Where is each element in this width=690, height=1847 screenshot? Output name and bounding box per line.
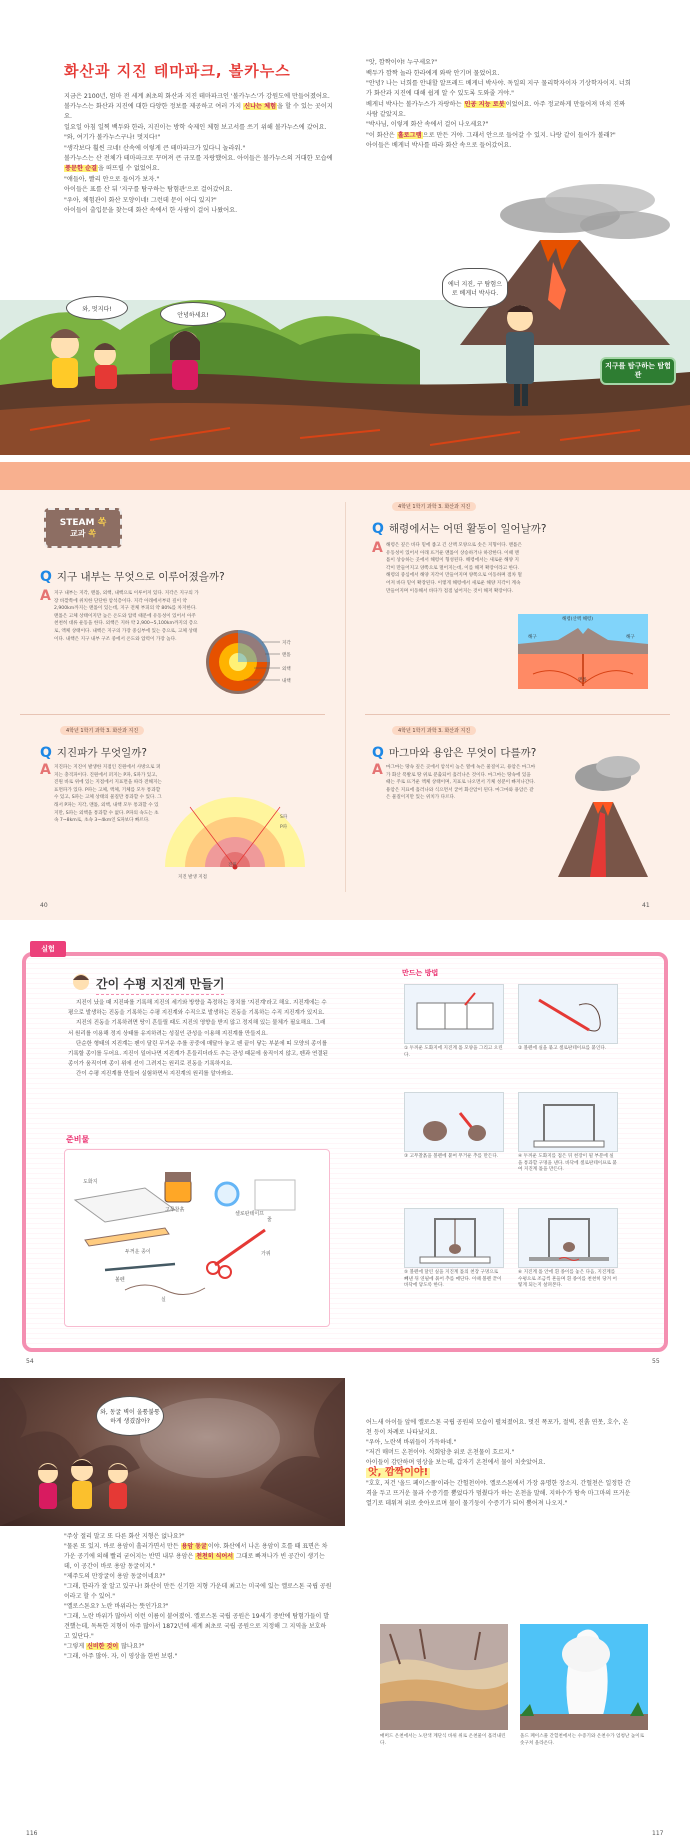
diagram-label: 해구 <box>626 635 635 640</box>
step-caption: ③ 고무찰흙을 볼펜에 붙여 무거운 추를 만든다. <box>404 1154 499 1159</box>
badge-text: 교과 <box>70 529 86 538</box>
answer-text: 마그마는 땅속 깊은 곳에서 암석이 높은 열에 녹은 물질이고, 용암은 마그마가 화산 폭발로 땅 위로 분출되어 흘러나온 것이다. 마그마는 땅속에 있을 때는 주로 뜨거운 액체 상태이며, 지표로 나오면서 기체 성분이 빠져나간다. 용암은 지표에 흘러나와 식으면서 굳어 화산암이 된다. 마그마와 용암은 같은 물질이지만 있는 위치가 다르다. <box>386 765 536 801</box>
story-right-column <box>366 1418 632 1509</box>
q-mark: Q <box>372 520 384 537</box>
story-text: "그래, 아주 많아. 자, 이 영상을 한번 보렴." <box>64 1653 178 1660</box>
story-text: "와, 여기가 볼카누스구나! 멋지다!" <box>64 134 161 141</box>
story-text: "호호, 저건 '올드 페이스풀'이라는 간헐천이야. 옐로스톤에서 가장 유명한 장소지. 간헐천은 일정한 간격을 두고 뜨거운 물과 수증기를 뿜었다가 멈췄다가 하는 온천을 말해. 지하수가 땅속 마그마의 뜨거운 열기로 데워져 위로 솟아오르며 물이 물기둥이 수증기가 되어 뿜어져 나오지." <box>366 1480 631 1507</box>
answer-4 <box>372 764 537 884</box>
story-text: "안녕? 나는 너희를 안내할 알프레드 베게너 박사야. 독일의 지구 물리학자이자 기상학자이지. 너희가 화산과 지진에 대해 쉽게 알 수 있도록 도와줄 거야." <box>366 80 631 97</box>
material-label: 볼펜 <box>115 1277 125 1283</box>
column-divider <box>345 502 346 892</box>
step-illustration <box>519 985 619 1045</box>
answer-2 <box>40 764 165 894</box>
step-caption: ⑥ 지진계 틀 안에 흰 종이를 놓은 다음, 지진계를 수평으로 조금씩 흔들며 흰 종이를 천천히 당겨 어떻게 되는지 살펴본다. <box>518 1270 617 1289</box>
story-text: "물론 또 있지. 바로 용암이 흘러가면서 만든 <box>64 1543 179 1550</box>
materials-box <box>64 1149 330 1327</box>
page-number: 41 <box>642 902 650 909</box>
old-faithful-geyser-photo <box>520 1624 648 1730</box>
story-text: 그대로 빠져나가 빈 공간이 생기는데, 이 공간이 바로 용암 동굴이지." <box>64 1553 325 1570</box>
photo-caption: 매머드 온천에서는 노란색 계단식 바위 위로 온천물이 흘러내린다. <box>380 1734 506 1746</box>
story-text: 아이들이 감탄하며 영상을 보는데, 갑자기 온천에서 물이 치솟았어요. <box>366 1459 546 1466</box>
material-label: 두꺼운 종이 <box>125 1249 151 1255</box>
curriculum-tag: 4학년 1학기 과학 3. 화산과 지진 <box>392 726 476 735</box>
diagram-label: 진원 <box>228 863 237 868</box>
story-text: 어느새 아이들 앞에 옐로스톤 국립 공원의 모습이 펼쳐졌어요. 멋진 폭포가, 절벽, 진흙 연못, 호수, 온천 등이 차례로 나타났지요. <box>366 1419 629 1436</box>
highlight-phrase: 용암 동굴 <box>181 1543 207 1550</box>
step-6 <box>518 1208 618 1290</box>
step-4 <box>518 1092 618 1174</box>
diagram-label: P파 <box>280 825 288 830</box>
question-title: 지구 내부는 무엇으로 이루어졌을까? <box>56 571 225 583</box>
story-text: 을 할 수 있는 곳이지요. <box>64 103 333 120</box>
question-1 <box>40 566 225 585</box>
story-text: 베게너 박사는 볼카누스가 자랑하는 <box>366 100 462 108</box>
body-paragraph: 지진의 진동을 기록하려면 땅이 흔들릴 때도 지진의 영향을 받지 않고 정지해 있는 물체가 필요해요. 그래서 원리를 이용해 정지 상태를 유지하려는 성질인 관성을 이용해 지진계를 만들지요. <box>68 1020 326 1037</box>
q-mark: Q <box>40 744 52 761</box>
a-mark: A <box>372 762 383 778</box>
story-text: "이 화산은 <box>366 131 395 139</box>
body-paragraph: 간이 수평 지진계를 만들어 실험하면서 지진계의 원리를 알아봐요. <box>76 1071 234 1078</box>
step-illustration <box>519 1209 619 1269</box>
story-left-column <box>64 1532 332 1662</box>
step-illustration <box>405 1093 505 1153</box>
story-text: "우아, 체험관이 화산 모양이네! 그런데 문이 어디 있지?" <box>64 196 217 204</box>
steam-badge <box>44 508 122 548</box>
question-4 <box>372 742 536 761</box>
diagram-label: 맨틀 <box>282 653 291 658</box>
step-caption: ④ 두꺼운 도화지를 접은 뒤 천장이 될 부분에 실을 통과할 구멍을 낸다. 바닥에 셀로판테이프로 붙여 지진계 틀을 만든다. <box>518 1154 617 1173</box>
step-1 <box>404 984 504 1059</box>
spread-steam-qa <box>0 462 690 920</box>
theme-park-illustration <box>0 0 690 455</box>
page-number: 116 <box>26 1830 38 1837</box>
page-number: 55 <box>652 1358 660 1365</box>
page-number: 40 <box>40 902 48 909</box>
material-label: 줄 <box>267 1217 272 1223</box>
story-text: "저건 매머드 온천이야. 석회암층 위로 온천물이 흐르지." <box>366 1449 515 1456</box>
mammoth-hot-springs-photo <box>380 1624 508 1730</box>
speech-bubble-cave: 와, 동굴 벽이 울퉁불퉁하게 생겼잖아? <box>96 1396 164 1436</box>
story-text: "생각보다 훨씬 크네! 산속에 이렇게 큰 테마파크가 있다니 놀라워." <box>64 144 246 152</box>
volcano-eruption-illustration <box>548 752 658 882</box>
story-text: "그래, 노란 바위가 많아서 이런 이름이 붙여졌어. 옐로스톤 국립 공원은 19세기 중반에 탐험가들이 발견했는데, 독특한 지형이 아주 많아서 1872년에 세계 최초로 국립 공원으로 지정해 그 지역을 보호하고 있단다." <box>64 1613 330 1640</box>
story-text: 아이들은 표를 산 뒤 '지구를 탐구하는 탐험관'으로 걸어갔어요. <box>64 186 233 193</box>
badge-accent: 쏙 <box>88 529 96 538</box>
story-text: "옐로스톤요? 노란 바위라는 뜻인가요?" <box>64 1603 169 1610</box>
question-3 <box>372 518 547 537</box>
divider <box>20 714 325 715</box>
spread-volcanus-story <box>0 0 690 455</box>
header-band <box>0 462 690 490</box>
step-caption: ⑤ 볼펜에 달린 실을 지진계 틀의 천장 구멍으로 빼낸 뒤 연필에 묶어 추를 매단다. 이때 볼펜 끝이 바닥에 닿도록 한다. <box>404 1270 502 1289</box>
highlight-phrase: 인공 지능 로봇 <box>464 100 505 108</box>
geyser-photo <box>520 1624 648 1730</box>
question-title: 해령에서는 어떤 활동이 일어날까? <box>388 523 547 535</box>
experiment-ribbon: 실험 <box>30 941 66 957</box>
story-text: 으로 만든 거야. 그래서 안으로 들어갈 수 있지. 나랑 같이 들어가 볼래?" <box>422 131 616 139</box>
step-illustration <box>405 1209 505 1269</box>
step-5 <box>404 1208 504 1290</box>
answer-3 <box>372 542 520 692</box>
q-mark: Q <box>372 744 384 761</box>
diagram-label: 외핵 <box>282 667 291 672</box>
story-text: "제주도의 만장굴이 용암 동굴이네요?" <box>64 1573 166 1580</box>
speech-bubble-kid: 와, 멋지다! <box>66 296 128 320</box>
highlight-phrase: 신비한 것이 <box>87 1643 119 1650</box>
a-mark: A <box>40 588 51 604</box>
experiment-body <box>68 998 330 1080</box>
question-title: 마그마와 용암은 무엇이 다를까? <box>388 747 537 759</box>
a-mark: A <box>40 762 51 778</box>
materials-heading: 준비물 <box>66 1135 90 1144</box>
story-text: 이었어요. 아주 정교하게 만들어져 마치 진짜 사람 같았지요. <box>366 100 626 118</box>
material-label: 도화지 <box>83 1179 98 1185</box>
material-label: 가위 <box>261 1251 271 1257</box>
question-title: 지진파가 무엇일까? <box>56 747 147 759</box>
method-heading: 만드는 방법 <box>402 969 439 977</box>
step-2 <box>518 984 618 1053</box>
diagram-label: 맨틀 <box>578 678 587 683</box>
body-paragraph: 단순한 형태의 지진계는 펜이 달린 무거운 추를 공중에 매달아 놓고 펜 끝이 닿는 부분에 띠 모양의 종이를 기록할 종이를 두어요. 지진이 일어나면 지진계가 흔들리더라도 추는 관성 때문에 움직이지 않고, 펜과 연결된 종이가 움직이며 종이 위에 선이 그려지는 원리로 진동을 기록하지요. <box>68 1040 328 1068</box>
cave-kids-illustration <box>0 1378 345 1526</box>
question-2 <box>40 742 147 761</box>
speech-bubble-girl: 안녕하세요! <box>160 302 226 326</box>
story-text: "앗, 깜짝이야! 누구세요?" <box>366 59 438 66</box>
highlight-phrase: 홀로그램 <box>397 131 422 139</box>
story-text: "주상 절리 말고 또 다른 화산 지형은 없나요?" <box>64 1533 185 1540</box>
answer-1 <box>40 590 200 690</box>
step-3 <box>404 1092 504 1161</box>
materials-illustration <box>65 1150 331 1328</box>
step-illustration <box>405 985 505 1045</box>
story-text: "그렇게 <box>64 1643 85 1650</box>
story-text: 많나요?" <box>121 1643 145 1650</box>
page-number: 117 <box>652 1830 664 1837</box>
story-text: 아이들은 베게너 박사를 따라 화산 속으로 들어갔어요. <box>366 142 512 149</box>
q-mark: Q <box>40 568 52 585</box>
step-illustration <box>519 1093 619 1153</box>
story-text: "그래, 한라가 잘 알고 있구나! 화산이 만든 신기한 지형 가운데 최고는 미국에 있는 옐로스톤 국립 공원이라고 할 수 있어." <box>64 1583 332 1600</box>
story-text: 지금은 2100년, 엄마 전 세계 최초의 화산과 지진 테마파크인 '볼카누스'가 강원도에 만들어졌어요. 볼카누스는 화산과 지진에 대한 다양한 정보를 제공하고 여러 가지 <box>64 93 330 110</box>
exclamation: 앗, 깜짝이야! <box>368 1467 429 1478</box>
diagram-label: 지각 <box>282 641 291 646</box>
answer-text: 지진파는 지진이 발생한 지점인 진원에서 사방으로 퍼지는 충격파이다. 진원에서 퍼지는 P파, S파가 있고, 진원 바로 위에 있는 지점에서 지표면을 따라 전해지는 표면파가 있다. P파는 고체, 액체, 기체를 모두 통과할 수 있고, S파는 고체 상태의 물질만 통과할 수 있다. 그래서 P파는 지각, 맨틀, 외핵, 내핵 모두 통과할 수 있지만, S파는 외핵을 통과할 수 없다. P파의 속도는 초속 7~8km로, 초속 3~4km인 S파보다 빠르다. <box>54 765 162 824</box>
curriculum-tag: 4학년 1학기 과학 3. 화산과 지진 <box>60 726 144 735</box>
story-text: "우아, 노란색 바위들이 가득하네." <box>366 1439 457 1446</box>
character-icon <box>70 970 92 992</box>
experiment-title: 간이 수평 지진계 만들기 <box>96 975 224 995</box>
story-text: 을 떠뜨릴 수 없었어요. <box>98 165 160 172</box>
answer-text: 지구 내부는 지각, 맨틀, 외핵, 내핵으로 이루어져 있다. 지각은 지구의 가장 바깥쪽에 위치한 단단한 암석층이다. 지각 아래에서부터 깊이 약 2,900km까지는 맨틀이 있는데, 지구 전체 부피의 약 80%를 차지한다. 맨틀은 고체 상태이지만 높은 온도와 압력 때문에 유동성이 있어서 아주 천천히 대류 운동을 한다. 외핵은 지하 약 2,900~5,100km까지의 층으로, 액체 상태이다. 내핵은 지구의 가장 중심부에 있는 층으로, 고체 상태이다. 내핵은 지구 내부 구조 중에서 온도와 압력이 가장 높다. <box>54 591 199 642</box>
diagram-label: 내핵 <box>282 679 291 684</box>
curriculum-tag: 4학년 1학기 과학 3. 화산과 지진 <box>392 502 476 511</box>
material-label: 실 <box>161 1297 166 1303</box>
highlight-phrase: 천천히 식어서 <box>196 1553 234 1560</box>
spread-seismograph-experiment <box>0 926 690 1372</box>
story-text: "얘들아, 빨리 안으로 들어가 보자." <box>64 175 160 183</box>
step-caption: ① 두꺼운 도화지에 지진계 틀 모양을 그리고 오린다. <box>404 1046 503 1058</box>
diagram-label: 지진 발생 지점 <box>178 875 207 880</box>
story-text: 백두가 깜짝 놀라 한라에게 와락 안기며 물었어요. <box>366 69 500 77</box>
story-text: 이야. 화산에서 나온 용암이 흐를 때 표면은 차가운 공기에 의해 빨리 굳어지는 반면 내부 용암은 <box>64 1543 328 1560</box>
diagram-label: S파 <box>280 815 288 820</box>
body-paragraph: 지진이 났을 때 지진파를 기록해 지진의 세기와 방향을 측정하는 장치를 '지진계'라고 해요. 지진계에는 수평으로 발생하는 진동을 기록하는 수평 지진계와 수직으로 발생하는 진동을 기록하는 수직 지진계가 있지요. <box>68 1000 327 1017</box>
diagram-label: 해구 <box>528 635 537 640</box>
story-text: 볼카누스는 산 전체가 테마파크로 꾸며져 큰 규모를 자랑했어요. 아이들은 볼카누스의 거대한 모습에 <box>64 155 333 162</box>
photo-caption: 올드 페이스풀 간헐천에서는 수증기와 온천수가 엄청난 높이로 솟구쳐 올라온다. <box>520 1734 645 1746</box>
material-label: 고무찰흙 <box>165 1207 185 1213</box>
highlight-phrase: 신나는 체험 <box>244 103 277 110</box>
spread-lava-cave-yellowstone <box>0 1378 690 1847</box>
exploration-hall-sign: 지구를 탐구하는 탐험관 <box>600 357 676 385</box>
highlight-phrase: 풍문한 순결 <box>65 165 98 172</box>
story-text: 아이들이 출입문을 찾는데 화산 속에서 한 사람이 걸어 나왔어요. <box>64 207 238 214</box>
terrace-photo <box>380 1624 508 1730</box>
page-number: 54 <box>26 1358 34 1365</box>
a-mark: A <box>372 540 383 556</box>
badge-text: STEAM <box>59 518 95 528</box>
answer-text: 해령은 깊은 바다 밑에 좁고 긴 산맥 모양으로 솟은 지형이다. 맨틀은 유동성이 있어서 아래 뜨거운 맨틀이 상승하거나 하강한다. 이때 맨틀이 상승하는 곳에서 해령이 형성된다. 해령에서는 새로운 해양 지각이 만들어지고 양쪽으로 멀어지는데, 이를 해저 확장이라고 한다. 해령의 중심에서 해양 지각이 만들어지며 양쪽으로 이동하며 점차 멀어져 바다 밑이 확장된다. 이렇게 해령에서 새로운 해양 지각이 계속 만들어지며 이동해서 바다가 점점 넓어지는 것이 해저 확장이다. <box>386 543 522 594</box>
material-label: 셀로판테이프 <box>235 1211 264 1217</box>
story-text: 일요일 아침 일찍 백두와 한라, 지진이는 방학 숙제인 체험 보고서를 쓰기 위해 볼카누스에 갔어요. <box>64 123 327 131</box>
step-caption: ② 볼펜에 실을 묶고 셀로판테이프를 붙인다. <box>518 1046 607 1051</box>
divider <box>365 714 670 715</box>
page-title: 화산과 지진 테마파크, 볼카누스 <box>64 62 291 80</box>
badge-accent: 쏙 <box>97 518 107 528</box>
lava-cave-illustration <box>0 1378 345 1526</box>
earth-layers-diagram <box>200 622 300 702</box>
diagram-label: 해령(산맥 해령) <box>562 617 594 622</box>
speech-bubble-scientist: 에너 지진, 구 탐험으로 베게너 박사다. <box>442 268 508 308</box>
story-text: "박사님, 이렇게 화산 속에서 걸어 나오세요?" <box>366 121 489 128</box>
